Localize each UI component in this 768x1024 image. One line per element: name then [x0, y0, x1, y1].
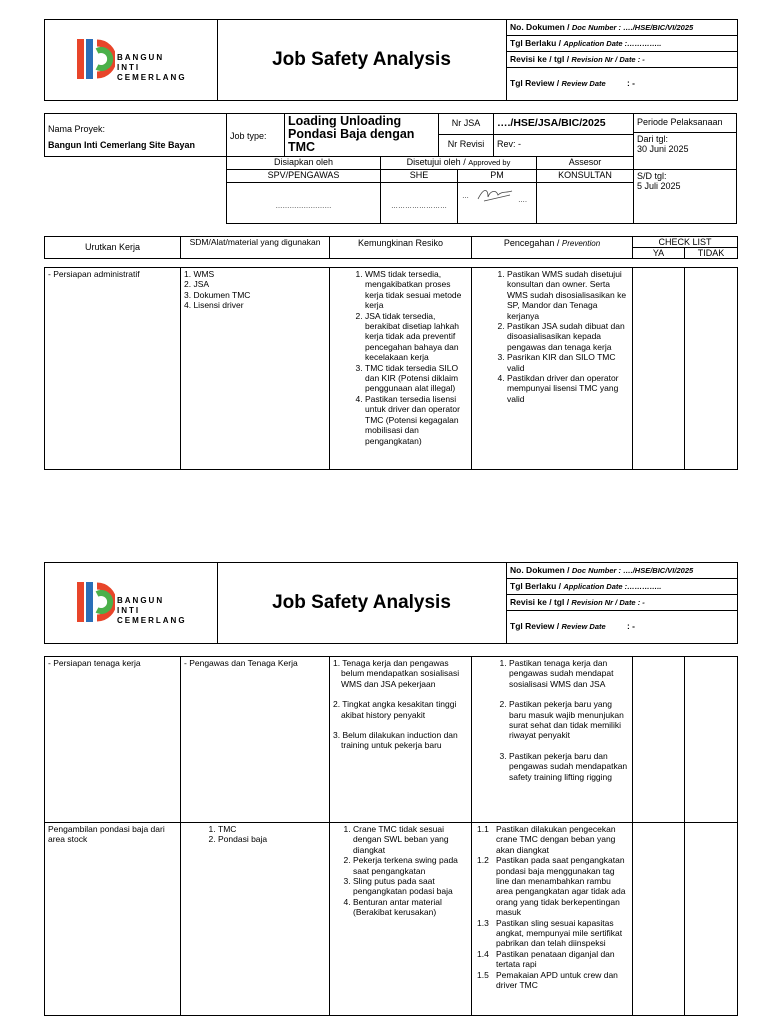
check-tidak [684, 267, 738, 470]
spv-label: SPV/PENGAWAS [226, 169, 381, 183]
risiko-cell: 1. Tenaga kerja dan pengawas belum mendapatkan sosialisasi WMS dan JSA pekerjaan 2. Tingkat angka kesakitan tinggi akibat history penyakit 3. Belum dilakukan induction dan training untuk pekerja baru [329, 656, 472, 823]
company-name-1: BANGUN [117, 53, 165, 62]
risiko-cell: 1. WMS tidak tersedia, mengakibatkan proses kerja tidak sesuai metode kerja 2. JSA tidak tersedia, berakibat disetiap lahkah kerja tidak ada preventif pencegahan bahaya dan kecelakaan kerja 3. TMC tidak tersedia SILO dan KIR (Potensi diklaim penggunaan alat illegal) 4. Pastikan tersedia lisensi untuk driver dan operator TMC (Potensi kegagalan mobilisasi dan pengangkatan) [329, 267, 472, 470]
job-type-value: Loading Unloading Pondasi Baja dengan TMC [284, 113, 439, 157]
check-tidak [684, 656, 738, 823]
company-name-3: CEMERLANG [117, 616, 187, 625]
project-name-value: Bangun Inti Cemerlang Site Bayan [48, 140, 196, 150]
nr-revisi-label: Nr Revisi [438, 134, 494, 157]
signature-icon [476, 185, 516, 205]
sdm-cell: 1. WMS 2. JSA 3. Dokumen TMC 4. Lisensi driver [180, 267, 330, 470]
pencegahan-cell: 1.1 Pastikan dilakukan pengecekan crane TMC dengan beban yang akan diangkat 1.2 Pastikan pada saat pengangkatan pondasi baja menggunakan tag line dan menambahkan rambu area pengangkatan agar tidak ada orang yang tidak berkepentingan masuk 1.3 Pastikan sling sesuai kapasitas angkat, mempunyai mile sertifikat pabrikan dan telah diinspeksi 1.4 Pastikan penataan diganjal dan tertata rapi 1.5 Pemakaian APD untuk crew dan driver TMC [471, 822, 633, 1016]
col-checklist: CHECK LIST [632, 236, 738, 248]
spv-signature: …………………… [226, 182, 381, 224]
she-label: SHE [380, 169, 458, 183]
sd-label: S/D tgl: [637, 171, 667, 181]
application-date-row: Tgl Berlaku / Application Date :………….. [506, 36, 737, 52]
company-name-1: BANGUN [117, 596, 165, 605]
bic-logo-icon [77, 582, 115, 622]
col-sdm: SDM/Alat/material yang digunakan [180, 236, 330, 259]
nr-jsa-label: Nr JSA [438, 113, 494, 135]
company-logo [45, 563, 218, 643]
col-tidak: TIDAK [684, 247, 738, 259]
company-name-3: CEMERLANG [117, 73, 187, 82]
pm-signature: … …. [457, 182, 537, 224]
col-urutan: Urutkan Kerja [44, 236, 181, 259]
company-name-2: INTI [117, 606, 141, 615]
task-cell: - Persiapan administratif [44, 267, 181, 470]
risiko-cell: 1. Crane TMC tidak sesuai dengan SWL beban yang diangkat 2. Pekerja terkena swing pada saat pengangkatan 3. Sling putus pada saat pengangkatan podasi baja 4. Benturan antar material (Berakibat kerusakan) [329, 822, 472, 1016]
task-cell: Pengambilan pondasi baja dari area stock [44, 822, 181, 1016]
sdm-cell: 1. TMC 2. Pondasi baja [180, 822, 330, 1016]
periode-label: Periode Pelaksanaan [633, 113, 737, 133]
doc-number-row: No. Dokumen / Doc Number : …./HSE/BIC/VI/2025 [506, 20, 737, 36]
check-tidak [684, 822, 738, 1016]
nr-jsa-value: …./HSE/JSA/BIC/2025 [493, 113, 634, 135]
disetujui-label: Disetujui oleh / Approved by [380, 156, 537, 170]
pencegahan-cell: 1. Pastikan tenaga kerja dan pengawas sudah mendapat sosialisasi WMS dan JSA 2. Pastikan pekerja baru yang baru masuk wajib menunjukan surat sehat dan tidak memiliki riwayat penyakit 3. Pastikan pekerja baru dan pengawas sudah mendapatkan safety training lifting rigging [471, 656, 633, 823]
document-meta [506, 563, 737, 643]
check-ya [632, 656, 685, 823]
document-meta [506, 20, 737, 100]
assesor-label: Assesor [536, 156, 634, 170]
document-title: Job Safety Analysis [217, 20, 507, 100]
sdm-cell: - Pengawas dan Tenaga Kerja [180, 656, 330, 823]
col-pencegahan: Pencegahan / Prevention [471, 236, 633, 259]
pencegahan-cell: 1. Pastikan WMS sudah disetujui konsultan dan owner. Serta WMS sudah disosialisasikan ke SP, Mandor dan Tenaga kerjanya 2. Pastikan JSA sudah dibuat dan disoasialisasikan kepada pengawas dan tenaga kerja 3. Pasrikan KIR dan SILO TMC valid 4. Pastikdan driver dan operator mempunyai lisensi TMC yang valid [471, 267, 633, 470]
bic-logo-icon [77, 39, 115, 79]
doc-number-row: No. Dokumen / Doc Number : …./HSE/BIC/VI/2025 [506, 563, 737, 579]
document-header-page2 [44, 562, 738, 644]
pm-label: PM [457, 169, 537, 183]
company-name-2: INTI [117, 63, 141, 72]
project-name-label: Nama Proyek: [48, 124, 106, 134]
company-logo [45, 20, 218, 100]
dari-label: Dari tgl: [637, 134, 669, 144]
review-date-row: Tgl Review / Review Date : - [510, 621, 635, 631]
she-signature: …………………… [380, 182, 458, 224]
document-title: Job Safety Analysis [217, 563, 507, 643]
col-risiko: Kemungkinan Resiko [329, 236, 472, 259]
revision-row: Revisi ke / tgl / Revision Nr / Date : - [506, 595, 737, 611]
revision-row: Revisi ke / tgl / Revision Nr / Date : - [506, 52, 737, 68]
konsultan-label: KONSULTAN [536, 169, 634, 183]
check-ya [632, 822, 685, 1016]
sd-value: 5 Juli 2025 [637, 181, 681, 191]
dari-value: 30 Juni 2025 [637, 144, 689, 154]
document-header [44, 19, 738, 101]
disiapkan-label: Disiapkan oleh [226, 156, 381, 170]
job-type-label: Job type: [226, 113, 285, 157]
review-date-row: Tgl Review / Review Date : - [510, 78, 635, 88]
check-ya [632, 267, 685, 470]
rev-value: Rev: - [493, 134, 634, 157]
application-date-row: Tgl Berlaku / Application Date :………….. [506, 579, 737, 595]
col-ya: YA [632, 247, 685, 259]
task-cell: - Persiapan tenaga kerja [44, 656, 181, 823]
